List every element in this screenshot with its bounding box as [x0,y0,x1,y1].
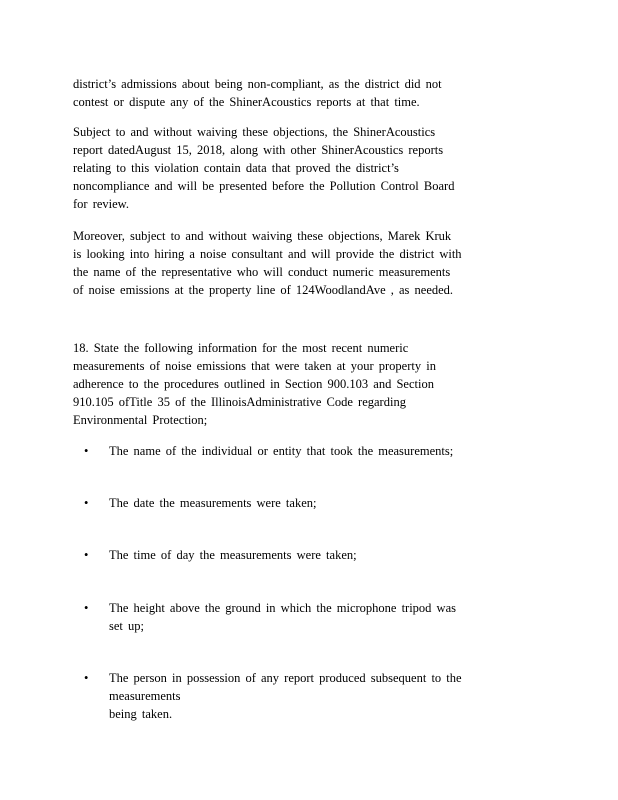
paragraph-line: report datedAugust 15, 2018, along with other ShinerAcoustics reports [73,143,444,157]
list-item-text [109,599,549,635]
paragraph-line: 910.105 ofTitle 35 of the IllinoisAdministrative Code regarding [73,395,406,409]
list-item-line: The name of the individual or entity that took the measurements; [109,444,454,458]
bullet-icon: • [84,671,89,685]
bullet-icon: • [84,548,89,562]
paragraph-line: relating to this violation contain data that proved the district’s [73,161,399,175]
list-item-line: The time of day the measurements were taken; [109,548,357,562]
list-item-text [109,494,549,512]
paragraph-line: the name of the representative who will conduct numeric measurements [73,265,451,279]
list-item-line: The date the measurements were taken; [109,496,317,510]
list-item-line: being taken. [109,707,173,721]
paragraph-admissions [73,75,543,111]
list-item-text [109,442,549,460]
paragraph-line: Subject to and without waiving these objections, the ShinerAcoustics [73,125,436,139]
paragraph-line: contest or dispute any of the ShinerAcoustics reports at that time. [73,95,420,109]
paragraph-line: measurements of noise emissions that were taken at your property in [73,359,436,373]
paragraph-line: Moreover, subject to and without waiving these objections, Marek Kruk [73,229,452,243]
bullet-icon: • [84,444,89,458]
paragraph-question-18 [73,339,543,429]
bullet-icon: • [84,601,89,615]
bullet-icon: • [84,496,89,510]
list-item-line: The height above the ground in which the microphone tripod was [109,601,457,615]
paragraph-noise-consultant [73,227,543,299]
paragraph-line: noncompliance and will be presented before the Pollution Control Board [73,179,455,193]
list-item-line: The person in possession of any report produced subsequent to the [109,671,462,685]
paragraph-line: district’s admissions about being non-compliant, as the district did not [73,77,442,91]
paragraph-line: of noise emissions at the property line of 124WoodlandAve , as needed. [73,283,454,297]
paragraph-line: Environmental Protection; [73,413,208,427]
list-item-text [109,546,549,564]
list-item-text [109,669,549,723]
paragraph-line: is looking into hiring a noise consultant and will provide the district with [73,247,462,261]
list-item-line: set up; [109,619,144,633]
paragraph-line: adherence to the procedures outlined in Section 900.103 and Section [73,377,434,391]
paragraph-line: 18. State the following information for the most recent numeric [73,341,409,355]
paragraph-shiner-report [73,123,543,213]
paragraph-line: for review. [73,197,130,211]
list-item-line: measurements [109,689,181,703]
